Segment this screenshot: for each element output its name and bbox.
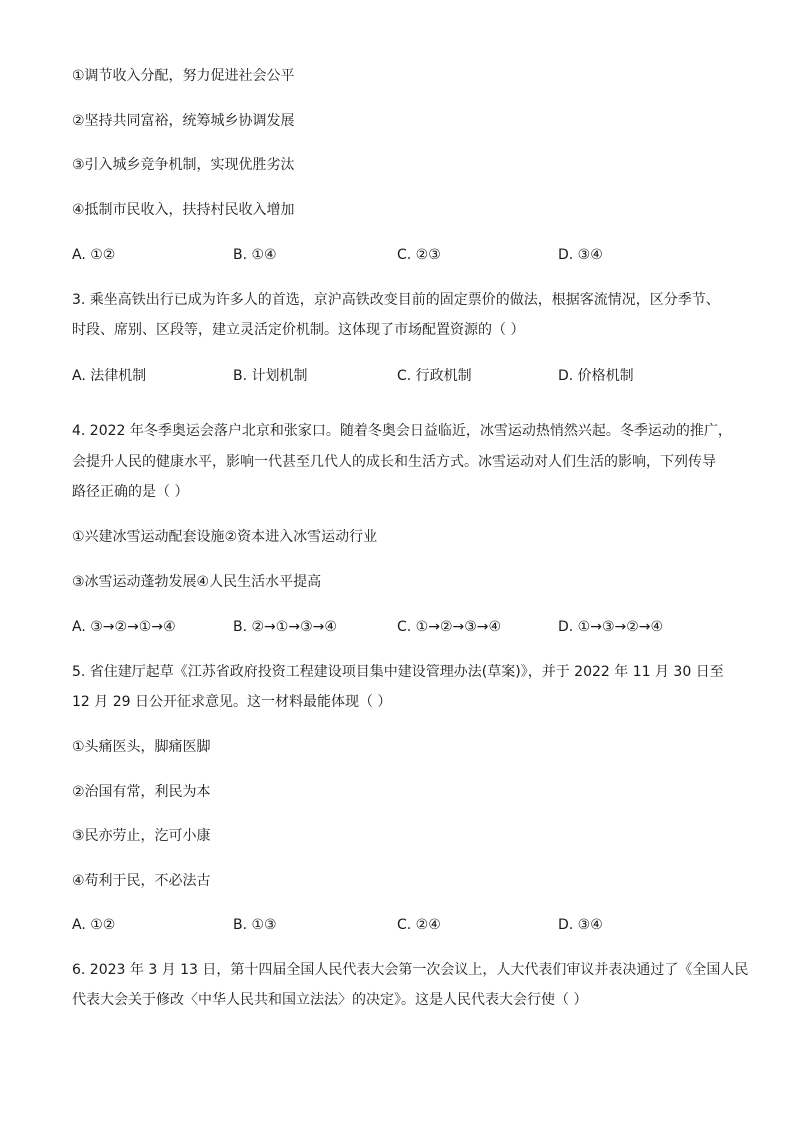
- q2-statement-2: ②坚持共同富裕，统筹城乡协调发展: [72, 113, 295, 129]
- q5-option-a: A. ①②: [72, 917, 116, 933]
- q4-stem-line-3: 路径正确的是（ ）: [72, 484, 189, 500]
- q2-statement-4: ④抵制市民收入，扶持村民收入增加: [72, 202, 295, 218]
- q4-statement-1: ①兴建冰雪运动配套设施②资本进入冰雪运动行业: [72, 529, 378, 545]
- q5-statement-1: ①头痛医头，脚痛医脚: [72, 739, 211, 755]
- q5-options: [72, 915, 722, 935]
- q4-options: [72, 617, 722, 637]
- q4-option-d: D. ①→③→②→④: [558, 619, 664, 635]
- q6-stem-line-2: 代表大会关于修改〈中华人民共和国立法法〉的决定》。这是人民代表大会行使（ ）: [72, 992, 588, 1008]
- q5-stem-line-2: 12 月 29 日公开征求意见。这一材料最能体现（ ）: [72, 694, 392, 710]
- q5-option-d: D. ③④: [558, 917, 603, 933]
- q3-option-b: B. 计划机制: [233, 368, 308, 384]
- q3-option-a: A. 法律机制: [72, 368, 147, 384]
- q4-option-b: B. ②→①→③→④: [233, 619, 337, 635]
- q5-statement-3: ③民亦劳止，汔可小康: [72, 828, 211, 844]
- q4-stem-line-1: 4. 2022 年冬季奥运会落户北京和张家口。随着冬奥会日益临近，冰雪运动热悄然兴起。冬季运动的推广，: [72, 423, 732, 439]
- q2-options: [72, 245, 722, 265]
- q5-option-c: C. ②④: [397, 917, 441, 933]
- q2-option-b: B. ①④: [233, 247, 277, 263]
- q3-stem-line-1: 3. 乘坐高铁出行已成为许多人的首选，京沪高铁改变目前的固定票价的做法，根据客流情况，区分季节、: [72, 292, 720, 308]
- q3-stem-line-2: 时段、席别、区段等，建立灵活定价机制。这体现了市场配置资源的（ ）: [72, 322, 525, 338]
- q4-stem-line-2: 会提升人民的健康水平，影响一代甚至几代人的成长和生活方式。冰雪运动对人们生活的影响，下列传导: [72, 454, 716, 470]
- q4-statement-2: ③冰雪运动蓬勃发展④人民生活水平提高: [72, 574, 322, 590]
- q3-option-d: D. 价格机制: [558, 368, 634, 384]
- q2-option-c: C. ②③: [397, 247, 441, 263]
- q2-option-d: D. ③④: [558, 247, 603, 263]
- q2-statement-3: ③引入城乡竞争机制，实现优胜劣汰: [72, 157, 295, 173]
- q4-option-c: C. ①→②→③→④: [397, 619, 502, 635]
- q5-statement-4: ④苟利于民，不必法古: [72, 873, 211, 889]
- q5-stem-line-1: 5. 省住建厅起草《江苏省政府投资工程建设项目集中建设管理办法(草案)》，并于 2022 年 11 月 30 日至: [72, 664, 724, 680]
- q3-option-c: C. 行政机制: [397, 368, 472, 384]
- q6-stem-line-1: 6. 2023 年 3 月 13 日，第十四届全国人民代表大会第一次会议上，人大代表们审议并表决通过了《全国人民: [72, 962, 749, 978]
- q4-option-a: A. ③→②→①→④: [72, 619, 176, 635]
- q5-statement-2: ②治国有常，利民为本: [72, 784, 211, 800]
- q2-statement-1: ①调节收入分配，努力促进社会公平: [72, 68, 295, 84]
- q3-options: [72, 366, 722, 386]
- q5-option-b: B. ①③: [233, 917, 277, 933]
- q2-option-a: A. ①②: [72, 247, 116, 263]
